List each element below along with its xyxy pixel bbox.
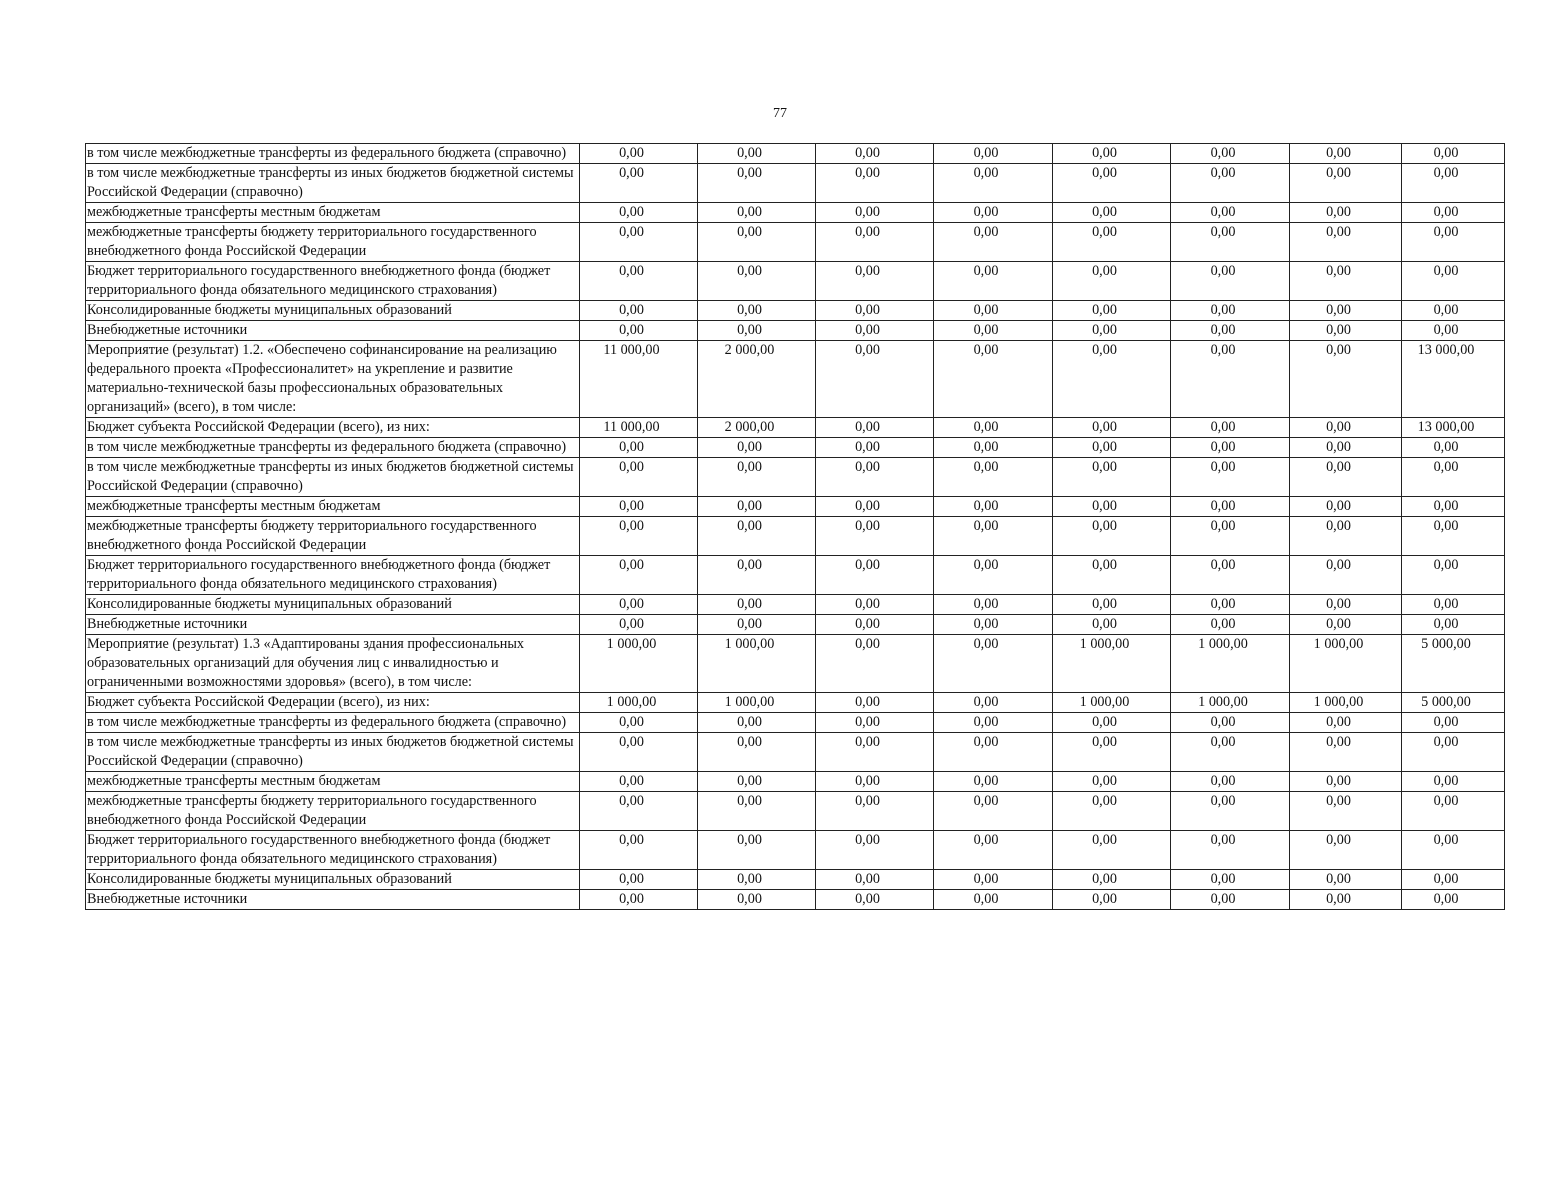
value-cell: 0,00 (934, 497, 1053, 517)
row-label: в том числе межбюджетные трансферты из федерального бюджета (справочно) (86, 144, 580, 164)
value-cell: 2 000,00 (698, 341, 816, 418)
value-cell: 0,00 (580, 321, 698, 341)
value-cell: 0,00 (1290, 418, 1402, 438)
value-cell: 1 000,00 (1290, 693, 1402, 713)
table-row (86, 713, 1505, 733)
value-cell: 0,00 (698, 713, 816, 733)
table-row (86, 693, 1505, 713)
value-cell: 0,00 (1053, 792, 1171, 831)
value-cell: 0,00 (580, 203, 698, 223)
value-cell: 0,00 (1290, 556, 1402, 595)
value-cell: 0,00 (698, 438, 816, 458)
value-cell: 1 000,00 (1171, 693, 1290, 713)
row-label: в том числе межбюджетные трансферты из иных бюджетов бюджетной системы Российской Федерации (справочно) (86, 458, 580, 497)
value-cell: 0,00 (816, 301, 934, 321)
value-cell: 0,00 (698, 890, 816, 910)
value-cell: 0,00 (698, 792, 816, 831)
row-label: в том числе межбюджетные трансферты из иных бюджетов бюджетной системы Российской Федерации (справочно) (86, 733, 580, 772)
value-cell: 0,00 (934, 831, 1053, 870)
value-cell: 1 000,00 (580, 693, 698, 713)
value-cell: 0,00 (1053, 595, 1171, 615)
value-cell: 0,00 (580, 144, 698, 164)
value-cell: 0,00 (1402, 164, 1505, 203)
value-cell: 0,00 (934, 792, 1053, 831)
row-label: межбюджетные трансферты бюджету территориального государственного внебюджетного фонда Российской Федерации (86, 792, 580, 831)
row-label: в том числе межбюджетные трансферты из федерального бюджета (справочно) (86, 438, 580, 458)
value-cell: 0,00 (816, 458, 934, 497)
value-cell: 13 000,00 (1402, 418, 1505, 438)
table-row (86, 164, 1505, 203)
value-cell: 0,00 (1290, 458, 1402, 497)
budget-table-body (86, 144, 1505, 910)
value-cell: 0,00 (816, 615, 934, 635)
value-cell: 0,00 (1290, 223, 1402, 262)
value-cell: 0,00 (1402, 301, 1505, 321)
value-cell: 0,00 (1290, 321, 1402, 341)
value-cell: 0,00 (934, 635, 1053, 693)
value-cell: 0,00 (698, 203, 816, 223)
row-label: межбюджетные трансферты местным бюджетам (86, 203, 580, 223)
value-cell: 0,00 (816, 144, 934, 164)
value-cell: 0,00 (934, 870, 1053, 890)
row-label: Бюджет субъекта Российской Федерации (всего), из них: (86, 693, 580, 713)
value-cell: 0,00 (1053, 144, 1171, 164)
value-cell: 0,00 (580, 890, 698, 910)
value-cell: 0,00 (580, 164, 698, 203)
value-cell: 0,00 (1171, 458, 1290, 497)
table-row (86, 595, 1505, 615)
table-row (86, 733, 1505, 772)
row-label: Консолидированные бюджеты муниципальных образований (86, 301, 580, 321)
value-cell: 0,00 (1171, 870, 1290, 890)
value-cell: 0,00 (698, 144, 816, 164)
value-cell: 2 000,00 (698, 418, 816, 438)
value-cell: 0,00 (1171, 341, 1290, 418)
value-cell: 0,00 (1402, 772, 1505, 792)
row-label: Мероприятие (результат) 1.2. «Обеспечено софинансирование на реализацию федерального проекта «Профессионалитет» на укрепление и развитие материально-технической базы профессиональных образовательных организаций» (всего), в том числе: (86, 341, 580, 418)
value-cell: 0,00 (934, 890, 1053, 910)
value-cell: 0,00 (698, 223, 816, 262)
value-cell: 0,00 (1290, 831, 1402, 870)
value-cell: 0,00 (816, 341, 934, 418)
value-cell: 0,00 (1290, 341, 1402, 418)
value-cell: 0,00 (1171, 497, 1290, 517)
value-cell: 0,00 (1402, 733, 1505, 772)
row-label: Бюджет территориального государственного внебюджетного фонда (бюджет территориального фонда обязательного медицинского страхования) (86, 556, 580, 595)
value-cell: 0,00 (1053, 321, 1171, 341)
value-cell: 0,00 (934, 733, 1053, 772)
value-cell: 11 000,00 (580, 341, 698, 418)
value-cell: 0,00 (1171, 301, 1290, 321)
value-cell: 0,00 (1402, 458, 1505, 497)
table-row (86, 870, 1505, 890)
value-cell: 1 000,00 (1290, 635, 1402, 693)
value-cell: 0,00 (816, 497, 934, 517)
value-cell: 0,00 (1171, 595, 1290, 615)
value-cell: 0,00 (934, 517, 1053, 556)
budget-table (85, 143, 1505, 910)
value-cell: 0,00 (1402, 831, 1505, 870)
table-row (86, 497, 1505, 517)
row-label: Мероприятие (результат) 1.3 «Адаптированы здания профессиональных образовательных организаций для обучения лиц с инвалидностью и ограниченными возможностями здоровья» (всего), в том числе: (86, 635, 580, 693)
value-cell: 0,00 (816, 164, 934, 203)
value-cell: 0,00 (1171, 733, 1290, 772)
value-cell: 0,00 (698, 458, 816, 497)
value-cell: 0,00 (1402, 203, 1505, 223)
value-cell: 0,00 (1053, 341, 1171, 418)
value-cell: 0,00 (1290, 203, 1402, 223)
value-cell: 0,00 (1402, 792, 1505, 831)
table-row (86, 831, 1505, 870)
value-cell: 0,00 (698, 831, 816, 870)
value-cell: 0,00 (698, 772, 816, 792)
value-cell: 0,00 (1171, 144, 1290, 164)
value-cell: 0,00 (580, 792, 698, 831)
value-cell: 0,00 (1171, 772, 1290, 792)
value-cell: 0,00 (580, 517, 698, 556)
value-cell: 0,00 (1053, 713, 1171, 733)
value-cell: 0,00 (1402, 321, 1505, 341)
value-cell: 0,00 (1402, 870, 1505, 890)
value-cell: 0,00 (1171, 262, 1290, 301)
value-cell: 0,00 (1171, 223, 1290, 262)
value-cell: 0,00 (1402, 144, 1505, 164)
value-cell: 0,00 (1290, 497, 1402, 517)
table-row (86, 772, 1505, 792)
value-cell: 0,00 (816, 418, 934, 438)
value-cell: 13 000,00 (1402, 341, 1505, 418)
value-cell: 1 000,00 (698, 635, 816, 693)
value-cell: 0,00 (1053, 870, 1171, 890)
table-row (86, 517, 1505, 556)
table-row (86, 556, 1505, 595)
row-label: межбюджетные трансферты бюджету территориального государственного внебюджетного фонда Российской Федерации (86, 223, 580, 262)
value-cell: 0,00 (1402, 890, 1505, 910)
value-cell: 0,00 (1171, 713, 1290, 733)
value-cell: 0,00 (816, 595, 934, 615)
value-cell: 0,00 (1290, 262, 1402, 301)
value-cell: 0,00 (1290, 792, 1402, 831)
table-row (86, 301, 1505, 321)
value-cell: 0,00 (580, 262, 698, 301)
value-cell: 0,00 (698, 595, 816, 615)
value-cell: 0,00 (934, 164, 1053, 203)
value-cell: 0,00 (1171, 203, 1290, 223)
value-cell: 0,00 (1053, 497, 1171, 517)
value-cell: 0,00 (1290, 164, 1402, 203)
value-cell: 0,00 (934, 438, 1053, 458)
value-cell: 0,00 (1171, 831, 1290, 870)
value-cell: 0,00 (1290, 713, 1402, 733)
value-cell: 0,00 (1290, 615, 1402, 635)
value-cell: 0,00 (580, 713, 698, 733)
value-cell: 1 000,00 (1171, 635, 1290, 693)
value-cell: 1 000,00 (1053, 693, 1171, 713)
value-cell: 0,00 (580, 301, 698, 321)
table-row (86, 635, 1505, 693)
value-cell: 0,00 (1171, 890, 1290, 910)
value-cell: 0,00 (1053, 615, 1171, 635)
value-cell: 0,00 (934, 144, 1053, 164)
value-cell: 0,00 (934, 615, 1053, 635)
value-cell: 0,00 (1402, 556, 1505, 595)
value-cell: 0,00 (816, 733, 934, 772)
value-cell: 0,00 (816, 223, 934, 262)
value-cell: 0,00 (1171, 517, 1290, 556)
table-row (86, 792, 1505, 831)
value-cell: 0,00 (698, 733, 816, 772)
value-cell: 0,00 (816, 438, 934, 458)
value-cell: 0,00 (934, 418, 1053, 438)
value-cell: 0,00 (1053, 458, 1171, 497)
value-cell: 0,00 (698, 497, 816, 517)
value-cell: 0,00 (816, 517, 934, 556)
value-cell: 11 000,00 (580, 418, 698, 438)
row-label: Бюджет территориального государственного внебюджетного фонда (бюджет территориального фонда обязательного медицинского страхования) (86, 831, 580, 870)
value-cell: 0,00 (1290, 772, 1402, 792)
value-cell: 0,00 (698, 870, 816, 890)
value-cell: 0,00 (1402, 713, 1505, 733)
table-row (86, 262, 1505, 301)
value-cell: 0,00 (698, 615, 816, 635)
value-cell: 0,00 (580, 497, 698, 517)
value-cell: 0,00 (1402, 223, 1505, 262)
value-cell: 0,00 (816, 321, 934, 341)
value-cell: 0,00 (1053, 517, 1171, 556)
value-cell: 0,00 (934, 556, 1053, 595)
value-cell: 0,00 (1053, 733, 1171, 772)
table-row (86, 458, 1505, 497)
value-cell: 0,00 (816, 870, 934, 890)
value-cell: 0,00 (698, 517, 816, 556)
row-label: Бюджет субъекта Российской Федерации (всего), из них: (86, 418, 580, 438)
value-cell: 0,00 (1171, 556, 1290, 595)
value-cell: 0,00 (816, 262, 934, 301)
value-cell: 0,00 (698, 321, 816, 341)
value-cell: 0,00 (1402, 595, 1505, 615)
table-row (86, 321, 1505, 341)
value-cell: 0,00 (1290, 438, 1402, 458)
table-row (86, 438, 1505, 458)
value-cell: 0,00 (580, 831, 698, 870)
value-cell: 1 000,00 (698, 693, 816, 713)
value-cell: 0,00 (580, 556, 698, 595)
value-cell: 0,00 (580, 595, 698, 615)
table-row (86, 418, 1505, 438)
value-cell: 0,00 (698, 301, 816, 321)
value-cell: 0,00 (934, 713, 1053, 733)
value-cell: 0,00 (816, 831, 934, 870)
value-cell: 0,00 (816, 693, 934, 713)
value-cell: 0,00 (934, 321, 1053, 341)
value-cell: 0,00 (1402, 615, 1505, 635)
value-cell: 0,00 (580, 733, 698, 772)
page-number: 77 (773, 106, 787, 121)
value-cell: 0,00 (1053, 262, 1171, 301)
row-label: Внебюджетные источники (86, 890, 580, 910)
value-cell: 0,00 (816, 772, 934, 792)
value-cell: 0,00 (934, 595, 1053, 615)
value-cell: 0,00 (816, 556, 934, 595)
value-cell: 0,00 (934, 203, 1053, 223)
row-label: в том числе межбюджетные трансферты из федерального бюджета (справочно) (86, 713, 580, 733)
value-cell: 0,00 (1290, 890, 1402, 910)
value-cell: 0,00 (1402, 497, 1505, 517)
value-cell: 0,00 (934, 341, 1053, 418)
value-cell: 0,00 (1053, 164, 1171, 203)
table-row (86, 615, 1505, 635)
row-label: Консолидированные бюджеты муниципальных образований (86, 595, 580, 615)
value-cell: 0,00 (1171, 615, 1290, 635)
table-row (86, 144, 1505, 164)
value-cell: 0,00 (580, 870, 698, 890)
value-cell: 0,00 (1053, 438, 1171, 458)
value-cell: 0,00 (1290, 870, 1402, 890)
value-cell: 0,00 (816, 890, 934, 910)
table-row (86, 223, 1505, 262)
row-label: Бюджет территориального государственного внебюджетного фонда (бюджет территориального фонда обязательного медицинского страхования) (86, 262, 580, 301)
table-row (86, 341, 1505, 418)
value-cell: 0,00 (816, 792, 934, 831)
value-cell: 1 000,00 (1053, 635, 1171, 693)
row-label: Консолидированные бюджеты муниципальных образований (86, 870, 580, 890)
value-cell: 0,00 (1053, 203, 1171, 223)
value-cell: 0,00 (580, 615, 698, 635)
value-cell: 0,00 (934, 458, 1053, 497)
value-cell: 0,00 (934, 223, 1053, 262)
value-cell: 0,00 (1053, 772, 1171, 792)
row-label: в том числе межбюджетные трансферты из иных бюджетов бюджетной системы Российской Федерации (справочно) (86, 164, 580, 203)
value-cell: 0,00 (1402, 262, 1505, 301)
value-cell: 0,00 (816, 203, 934, 223)
value-cell: 0,00 (816, 713, 934, 733)
value-cell: 0,00 (580, 223, 698, 262)
value-cell: 0,00 (1290, 301, 1402, 321)
value-cell: 0,00 (934, 301, 1053, 321)
value-cell: 0,00 (698, 262, 816, 301)
value-cell: 0,00 (698, 556, 816, 595)
value-cell: 0,00 (580, 458, 698, 497)
row-label: межбюджетные трансферты местным бюджетам (86, 497, 580, 517)
value-cell: 0,00 (1053, 556, 1171, 595)
value-cell: 0,00 (1171, 438, 1290, 458)
row-label: Внебюджетные источники (86, 615, 580, 635)
value-cell: 0,00 (816, 635, 934, 693)
value-cell: 0,00 (1053, 418, 1171, 438)
value-cell: 0,00 (1171, 164, 1290, 203)
value-cell: 0,00 (934, 693, 1053, 713)
value-cell: 0,00 (1171, 321, 1290, 341)
row-label: межбюджетные трансферты бюджету территориального государственного внебюджетного фонда Российской Федерации (86, 517, 580, 556)
value-cell: 5 000,00 (1402, 635, 1505, 693)
value-cell: 0,00 (1053, 301, 1171, 321)
value-cell: 0,00 (1171, 792, 1290, 831)
value-cell: 0,00 (698, 164, 816, 203)
value-cell: 0,00 (1053, 890, 1171, 910)
value-cell: 0,00 (580, 438, 698, 458)
value-cell: 0,00 (1290, 144, 1402, 164)
value-cell: 0,00 (1053, 223, 1171, 262)
value-cell: 5 000,00 (1402, 693, 1505, 713)
value-cell: 0,00 (934, 262, 1053, 301)
value-cell: 0,00 (1290, 595, 1402, 615)
value-cell: 0,00 (1290, 733, 1402, 772)
row-label: межбюджетные трансферты местным бюджетам (86, 772, 580, 792)
value-cell: 1 000,00 (580, 635, 698, 693)
value-cell: 0,00 (1402, 438, 1505, 458)
value-cell: 0,00 (1171, 418, 1290, 438)
row-label: Внебюджетные источники (86, 321, 580, 341)
value-cell: 0,00 (1402, 517, 1505, 556)
value-cell: 0,00 (1053, 831, 1171, 870)
table-row (86, 203, 1505, 223)
value-cell: 0,00 (934, 772, 1053, 792)
table-row (86, 890, 1505, 910)
value-cell: 0,00 (1290, 517, 1402, 556)
value-cell: 0,00 (580, 772, 698, 792)
